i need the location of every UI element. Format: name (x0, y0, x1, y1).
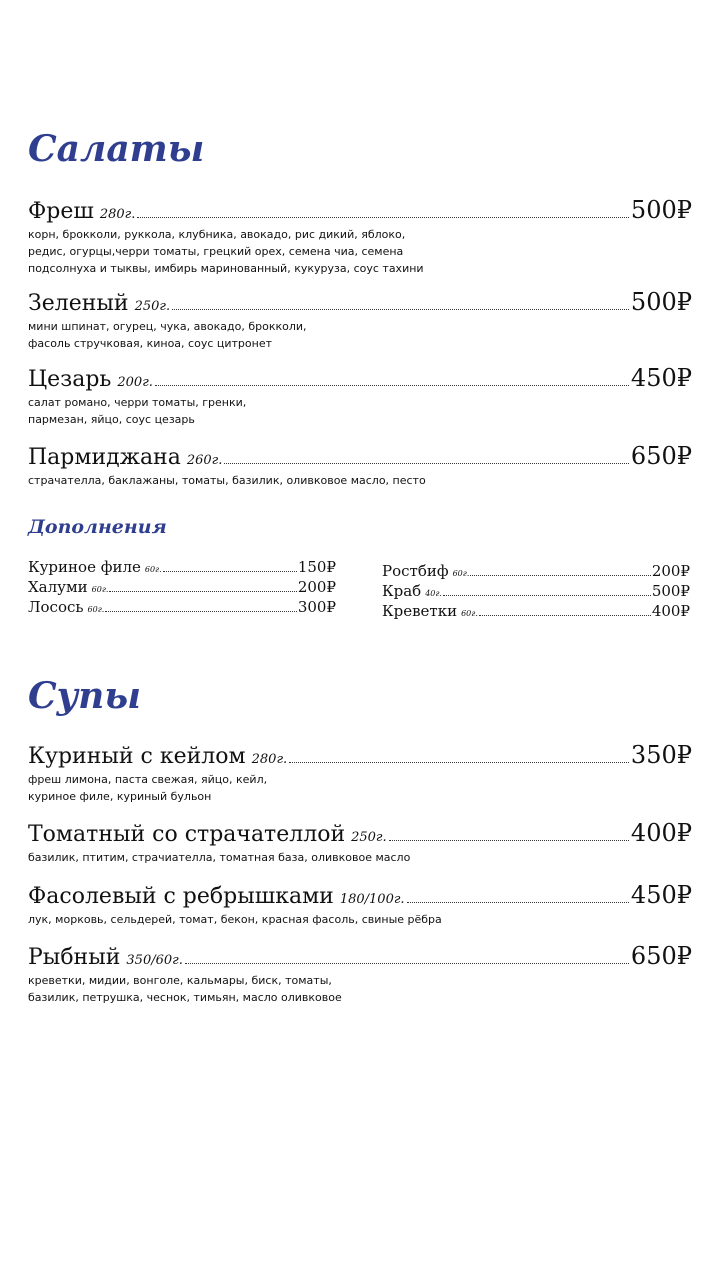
extra-item (28, 578, 336, 598)
item-weight: 260г. (186, 453, 223, 468)
item-price: 500₽ (630, 288, 692, 316)
menu-item-chicken-kale (28, 741, 692, 805)
item-price: 450₽ (630, 364, 692, 392)
item-price: 450₽ (630, 881, 692, 909)
section-title-extras: Дополнения (28, 516, 167, 538)
desc-line: мини шпинат, огурец, чука, авокадо, брокколи, (28, 320, 307, 333)
extra-price: 200₽ (297, 578, 336, 596)
dot-leader (389, 840, 629, 841)
item-price: 400₽ (630, 819, 692, 847)
item-name: Пармиджана (28, 445, 181, 470)
section-title-salads: Салаты (28, 128, 205, 170)
dot-leader (407, 902, 629, 903)
menu-item-tomato (28, 819, 692, 866)
item-description (28, 472, 692, 489)
item-weight: 180/100г. (339, 892, 405, 907)
item-description (28, 226, 692, 277)
menu-item-parmigiana (28, 442, 692, 489)
extra-name: Куриное филе (28, 558, 141, 576)
item-name: Рыбный (28, 945, 121, 970)
item-price: 650₽ (630, 442, 692, 470)
extra-item (28, 598, 336, 618)
dot-leader (470, 575, 650, 576)
extra-item (382, 602, 690, 622)
item-line (28, 442, 692, 470)
extra-name: Краб (382, 582, 422, 600)
dot-leader (224, 463, 629, 464)
item-weight: 250г. (134, 299, 171, 314)
extra-item (28, 558, 336, 578)
item-name: Куриный с кейлом (28, 744, 246, 769)
desc-line: редис, огурцы,черри томаты, грецкий орех, семена чиа, семена (28, 245, 404, 258)
dot-leader (105, 611, 297, 612)
dot-leader (109, 591, 296, 592)
extra-name: Ростбиф (382, 562, 449, 580)
item-description (28, 911, 692, 928)
item-name: Томатный со страчателлой (28, 822, 346, 847)
item-weight: 280г. (99, 207, 136, 222)
menu-item-fish (28, 942, 692, 1006)
extra-weight: 60г. (87, 605, 105, 614)
item-description (28, 394, 692, 428)
item-weight: 200г. (117, 375, 153, 390)
extra-price: 400₽ (651, 602, 690, 620)
item-weight: 280г. (251, 752, 288, 767)
desc-line: фреш лимона, паста свежая, яйцо, кейл, (28, 773, 268, 786)
item-description (28, 318, 692, 352)
desc-line: базилик, петрушка, чеснок, тимьян, масло оливковое (28, 991, 342, 1004)
extra-item (382, 582, 690, 602)
item-line (28, 288, 692, 316)
item-name: Зеленый (28, 291, 129, 316)
extra-weight: 60г. (144, 565, 162, 574)
item-weight: 250г. (351, 830, 387, 845)
item-name: Цезарь (28, 367, 112, 392)
extra-price: 500₽ (651, 582, 690, 600)
extra-weight: 60г. (91, 585, 109, 594)
menu-item-caesar (28, 364, 692, 428)
item-description (28, 771, 692, 805)
item-price: 500₽ (630, 196, 692, 224)
dot-leader (443, 595, 651, 596)
item-name: Фреш (28, 199, 94, 224)
extra-name: Халуми (28, 578, 88, 596)
desc-line: лук, морковь, сельдерей, томат, бекон, красная фасоль, свиные рёбра (28, 913, 442, 926)
extra-item (382, 562, 690, 582)
desc-line: куриное филе, куриный бульон (28, 790, 212, 803)
extra-name: Лосось (28, 598, 84, 616)
extra-weight: 60г. (452, 569, 470, 578)
section-title-soups: Супы (28, 675, 141, 717)
item-line (28, 881, 692, 909)
dot-leader (289, 762, 629, 763)
item-price: 350₽ (630, 741, 692, 769)
menu-item-green (28, 288, 692, 352)
item-weight: 350/60г. (126, 953, 183, 968)
desc-line: базилик, птитим, страчиателла, томатная база, оливковое масло (28, 851, 411, 864)
desc-line: пармезан, яйцо, соус цезарь (28, 413, 195, 426)
item-description (28, 849, 692, 866)
item-description (28, 972, 692, 1006)
item-line (28, 364, 692, 392)
dot-leader (163, 571, 297, 572)
item-line (28, 819, 692, 847)
extra-weight: 40г. (425, 589, 442, 598)
desc-line: креветки, мидии, вонголе, кальмары, биск, томаты, (28, 974, 332, 987)
item-line (28, 942, 692, 970)
extra-name: Креветки (382, 602, 458, 620)
item-price: 650₽ (630, 942, 692, 970)
menu-item-fresh (28, 196, 692, 277)
extras-column-left (28, 558, 336, 618)
dot-leader (172, 309, 629, 310)
extra-price: 150₽ (297, 558, 336, 576)
dot-leader (137, 217, 629, 218)
extra-price: 200₽ (651, 562, 690, 580)
desc-line: подсолнуха и тыквы, имбирь маринованный, кукуруза, соус тахини (28, 262, 424, 275)
desc-line: страчателла, баклажаны, томаты, базилик, оливковое масло, песто (28, 474, 426, 487)
dot-leader (479, 615, 651, 616)
desc-line: корн, брокколи, руккола, клубника, авокадо, рис дикий, яблоко, (28, 228, 406, 241)
item-line (28, 741, 692, 769)
item-name: Фасолевый с ребрышками (28, 884, 334, 909)
desc-line: салат романо, черри томаты, гренки, (28, 396, 247, 409)
item-line (28, 196, 692, 224)
dot-leader (185, 963, 629, 964)
desc-line: фасоль стручковая, киноа, соус цитронет (28, 337, 272, 350)
menu-item-bean-ribs (28, 881, 692, 928)
extras-column-right (382, 562, 690, 622)
extra-price: 300₽ (297, 598, 336, 616)
dot-leader (155, 385, 629, 386)
extra-weight: 60г. (461, 609, 478, 618)
